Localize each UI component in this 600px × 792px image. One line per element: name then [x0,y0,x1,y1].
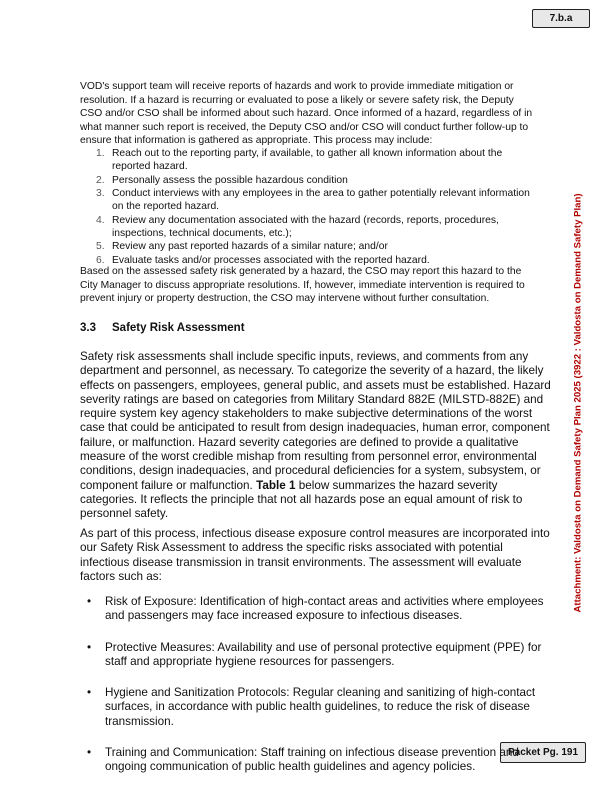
step-item [96,187,536,213]
step-number: 4. [96,214,105,226]
step-number: 3. [96,188,105,199]
bullet-icon: • [87,595,92,608]
bullet-icon: • [87,640,92,654]
escalation-paragraph: Based on the assessed safety risk generated by a hazard, the CSO may report this hazard to the City Manager to discuss appropriate resolutions. If, however, immediate intervention is required to prevent injury or property destruction, the CSO may intervene without further consultation. [80,266,525,305]
attachment-side-note-text: Attachment: Valdosta on Demand Safety Plan 2025 (3922 : Valdosta on Demand Safety Plan) [572,193,584,613]
step-text: Personally assess the possible hazardous condition [112,174,348,186]
step-number: 5. [96,241,105,252]
assessment-text-end: below summarizes the hazard severity categories. It reflects the principle that not all hazards pose an equal amount of risk to personnel safety. [80,478,523,521]
bullet-icon: • [87,686,92,700]
step-item [96,240,536,253]
factor-text: Risk of Exposure: Identification of high-contact areas and activities where employees and passengers may face increased exposure to infectious diseases. [105,595,544,623]
step-item [96,147,536,173]
step-number: 6. [96,254,105,266]
step-text: Reach out to the reporting party, if available, to gather all known information about the reported hazard. [112,148,503,172]
step-text: Evaluate tasks and/or processes associated with the reported hazard. [112,254,430,266]
document-tag: 7.b.a [532,9,590,28]
factor-item [87,595,557,624]
bullet-icon: • [87,746,92,760]
step-number: 2. [96,174,105,186]
table-reference: Table 1 [256,478,296,492]
step-text: Review any documentation associated with the hazard (records, reports, procedures, inspections, technical documents, etc.); [112,214,499,239]
follow-up-steps-list [96,147,536,267]
step-item [96,214,536,240]
factor-item [87,746,557,775]
packet-page-tag: Packet Pg. 191 [500,742,586,763]
factor-item [87,641,557,670]
section-number: 3.3 [80,322,96,334]
assessment-text-start: Safety risk assessments shall include specific inputs, reviews, and comments from any department and personnel, as necessary. To categorize the severity of a hazard, the likely effects on passengers, employees, general public, and assets must be established. Hazard severity ratings are based on categories from Military Standard 882E (MILSTD-882E) and require system key agency stakeholders to make subjective determinations of the worst case that could be anticipated to result from design inadequacies, human error, component failure, or malfunction. Hazard severity categories are defined to provide a qualitative measure of the worst credible mishap from resulting from personnel error, environmental conditions, design inadequacies, and procedural deficiencies for a system, subsystem, or component failure or malfunction. [80,350,551,492]
step-item [96,174,536,187]
step-text: Conduct interviews with any employees in the area to gather potentially relevant information on the reported hazard. [112,188,530,212]
factor-text: Hygiene and Sanitization Protocols: Regular cleaning and sanitizing of high-contact surfaces, in accordance with public health guidelines, to reduce the risk of disease transmission. [105,686,536,728]
factor-text: Protective Measures: Availability and use of personal protective equipment (PPE) for staff and appropriate hygiene resources for passengers. [105,640,542,668]
infection-control-paragraph: As part of this process, infectious disease exposure control measures are incorporated into our Safety Risk Assessment to address the specific risks associated with potential infectious disease transmission in transit environments. The assessment will evaluate factors such as: [80,527,550,583]
attachment-side-note [567,178,589,628]
assessment-paragraph [80,350,555,522]
factor-item [87,686,557,729]
section-heading [80,322,245,334]
step-number: 1. [96,148,105,159]
factor-text: Training and Communication: Staff training on infectious disease prevention and ongoing communication of public health guidelines and agency policies. [105,746,519,774]
step-text: Review any past reported hazards of a similar nature; and/or [112,241,388,252]
intro-paragraph: VOD's support team will receive reports of hazards and work to provide immediate mitigation or resolution. If a hazard is recurring or evaluated to pose a likely or severe safety risk, the Deputy CSO and/or CSO shall be informed about such hazard. Once informed of a hazard, regardless of in what manner such report is received, the Deputy CSO and/or CSO will conduct further follow-up to ensure that information is gathered as appropriate. This process may include: [80,81,533,147]
assessment-factors-list [87,595,557,792]
section-title: Safety Risk Assessment [112,322,245,334]
